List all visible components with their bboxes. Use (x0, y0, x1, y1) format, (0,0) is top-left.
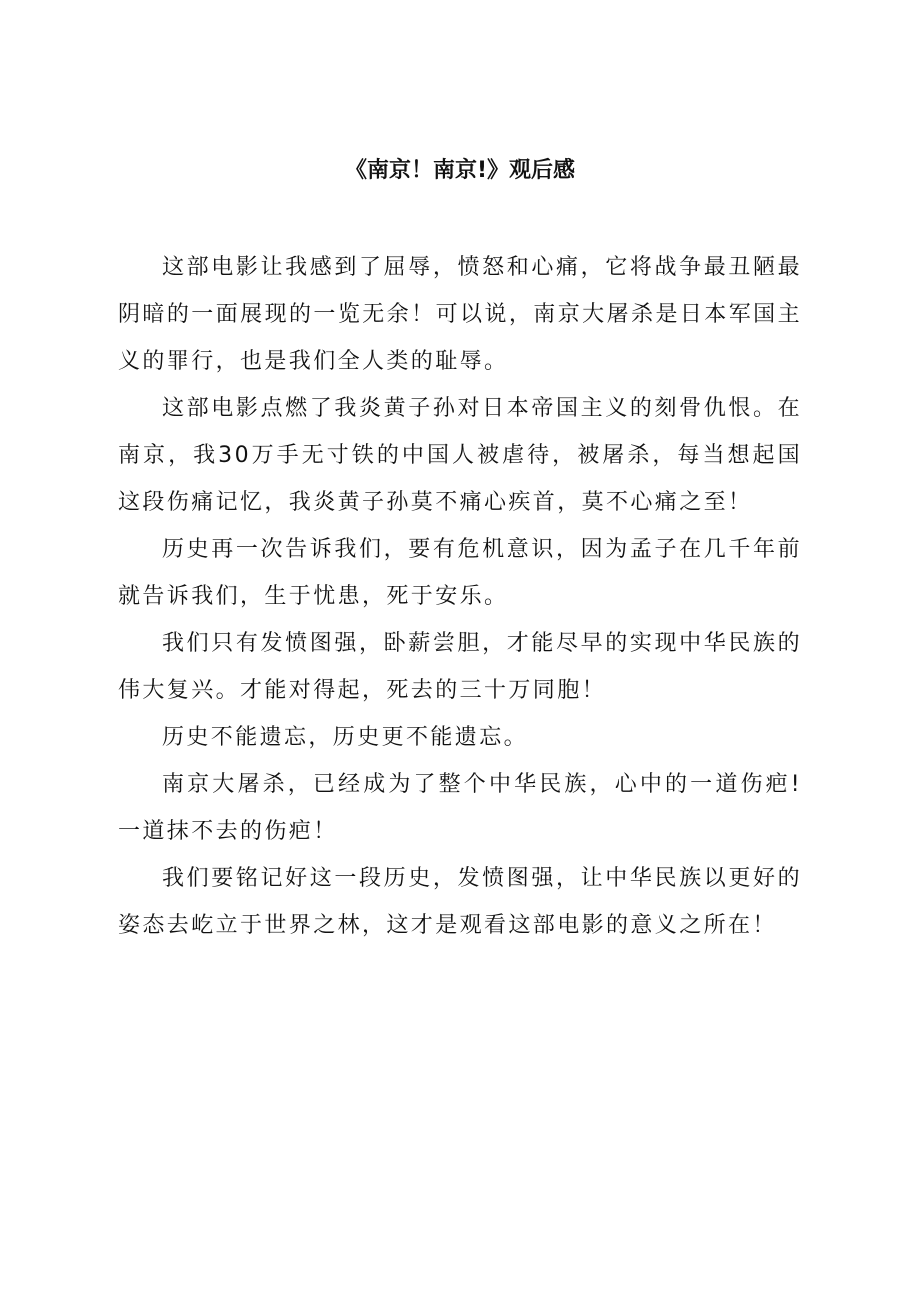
paragraph-6: 南京大屠杀，已经成为了整个中华民族，心中的一道伤疤!一道抹不去的伤疤！ (118, 772, 802, 844)
paragraph-4: 我们只有发愤图强，卧薪尝胆，才能尽早的实现中华民族的伟大复兴。才能对得起，死去的三十万同胞！ (118, 631, 802, 703)
paragraph-7: 我们要铭记好这一段历史，发愤图强，让中华民族以更好的姿态去屹立于世界之林，这才是观看这部电影的意义之所在！ (118, 866, 802, 938)
document-body (118, 244, 802, 949)
paragraph-3: 历史再一次告诉我们，要有危机意识，因为孟子在几千年前就告诉我们，生于忧患，死于安乐。 (118, 537, 802, 609)
paragraph-5: 历史不能遗忘，历史更不能遗忘。 (162, 725, 529, 750)
paragraph-1: 这部电影让我感到了屈辱，愤怒和心痛，它将战争最丑陋最阴暗的一面展现的一览无余！可以说，南京大屠杀是日本军国主义的罪行，也是我们全人类的耻辱。 (118, 255, 802, 374)
paragraph-2: 这部电影点燃了我炎黄子孙对日本帝国主义的刻骨仇恨。在南京，我30万手无寸铁的中国人被虐待，被屠杀，每当想起国这段伤痛记忆，我炎黄子孙莫不痛心疾首，莫不心痛之至！ (118, 396, 802, 515)
document-title: 《南京！南京!》观后感 (344, 158, 576, 183)
